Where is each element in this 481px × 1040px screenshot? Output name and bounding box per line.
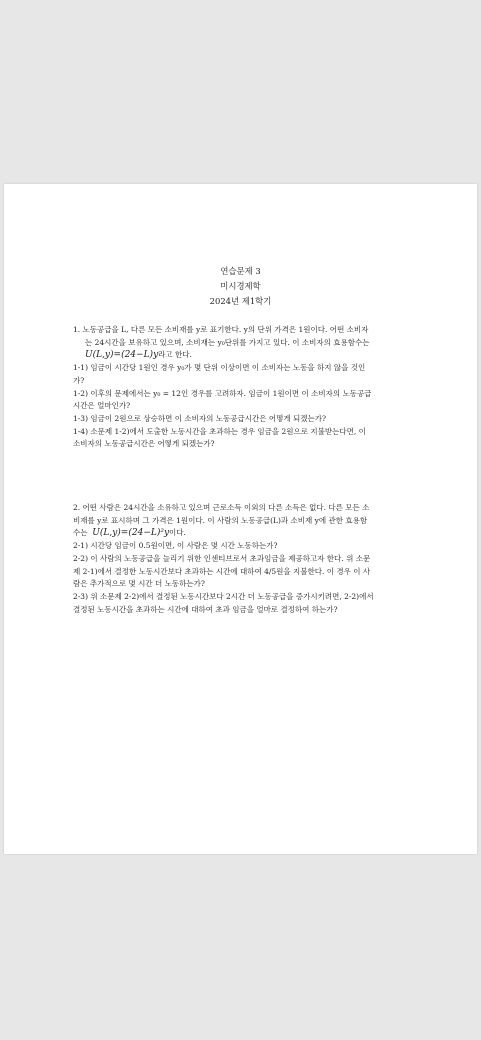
document-page (4, 184, 477, 854)
question-1-1-line-1: 1-1) 임금이 시간당 1원인 경우 y₀가 몇 단위 이상이면 이 소비자는 노동을 하지 않을 것인 (73, 363, 366, 373)
problem-1-stem-line-1: 1. 노동공급을 L, 다른 모든 소비재를 y로 표기한다. y의 단위 가격은 1원이다. 어떤 소비자 (73, 325, 369, 334)
question-2-3-line-2: 결정된 노동시간을 초과하는 시간에 대하여 초과 임금을 얼마로 결정하여 하는가? (73, 604, 338, 614)
question-1-4-line-1: 1-4) 소문제 1-2)에서 도출한 노동시간을 초과하는 경우 임금을 2원으로 지불받는다면, 이 (73, 426, 366, 436)
question-1-3: 1-3) 임금이 2원으로 상승하면 이 소비자의 노동공급시간은 어떻게 되겠는가? (73, 413, 326, 423)
problem-1-utility-suffix: 라고 한다. (158, 350, 192, 360)
problem-2 (73, 502, 417, 616)
problem-2-utility-prefix: 수는 (73, 528, 88, 538)
question-2-2-line-2: 제 2-1)에서 결정한 노동시간보다 초과하는 시간에 대하여 4/5원을 지불한다. 이 경우 이 사 (73, 566, 371, 576)
problem-2-stem-line-1: 2. 어떤 사람은 24시간을 소유하고 있으며 근로소득 이외의 다른 소득은 없다. 다른 모든 소 (73, 503, 370, 512)
problem-2-utility-function: U(L,y)=(24−L)²y (92, 528, 170, 539)
problem-2-utility-line (73, 527, 417, 540)
semester-label: 2024년 제1학기 (209, 296, 272, 306)
question-2-2-line-3: 람은 추가적으로 몇 시간 더 노동하는가? (73, 579, 205, 589)
question-2-3-line-1: 2-3) 위 소문제 2-2)에서 결정된 노동시간보다 2시간 더 노동공급을 증가시키려면, 2-2)에서 (73, 591, 374, 601)
question-1-2-line-2: 시간은 얼마인가? (73, 401, 131, 411)
question-1-4-line-2: 소비자의 노동공급시간은 어떻게 되겠는가? (73, 439, 215, 449)
question-1-1-line-2: 가? (73, 375, 85, 385)
question-2-2-line-1: 2-2) 이 사람의 노동공급을 늘리기 위한 인센티브로서 초과임금을 제공하고자 한다. 위 소문 (73, 553, 371, 563)
exercise-title: 연습문제 3 (220, 266, 261, 276)
problem-2-stem-line-2: 비재를 y로 표시하며 그 가격은 1원이다. 이 사람의 노동공급(L)과 소비재 y에 관한 효용함 (73, 515, 368, 525)
problem-1-utility-function: U(L,y)=(24−L)y (85, 350, 159, 361)
document-header (4, 264, 477, 309)
problem-1-stem-line-2: 는 24시간을 보유하고 있으며, 소비재는 y₀단위를 가지고 있다. 이 소비자의 효용함수는 (85, 337, 370, 347)
problem-1 (73, 324, 417, 451)
question-2-1: 2-1) 시간당 임금이 0.5원이면, 이 사람은 몇 시간 노동하는가? (73, 541, 278, 551)
problem-2-utility-suffix: 이다. (169, 528, 186, 538)
problem-1-utility-line (73, 349, 417, 362)
question-1-2-line-1: 1-2) 이후의 문제에서는 y₀ = 12인 경우를 고려하자. 임금이 1원이면 이 소비자의 노동공급 (73, 388, 372, 398)
course-title: 미시경제학 (220, 281, 261, 291)
